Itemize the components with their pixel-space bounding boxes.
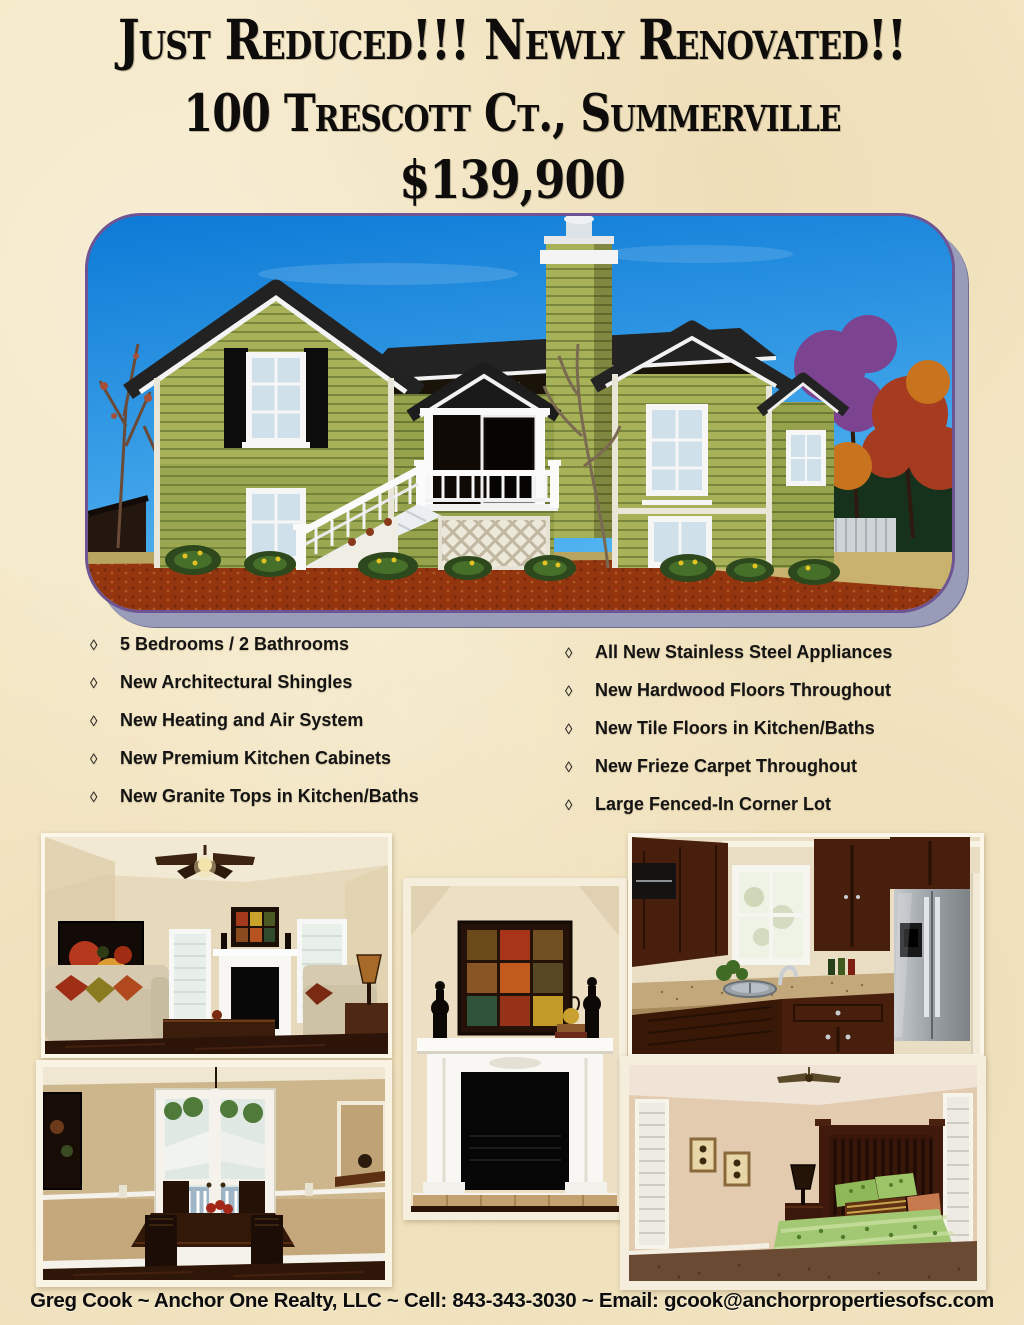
feature-label: Large Fenced-In Corner Lot (595, 794, 832, 814)
feature-item (90, 786, 530, 808)
photo-kitchen (628, 833, 984, 1058)
photo-fireplace (403, 878, 627, 1220)
feature-item (565, 718, 995, 740)
feature-label: 5 Bedrooms / 2 Bathrooms (120, 634, 350, 654)
diamond-bullet-icon: ◊ (90, 751, 98, 768)
photo-bedroom (620, 1056, 986, 1290)
feature-item (565, 756, 995, 778)
bedroom-illustration (629, 1065, 977, 1281)
feature-label: New Architectural Shingles (120, 672, 353, 692)
diamond-bullet-icon: ◊ (90, 713, 98, 730)
diamond-bullet-icon: ◊ (90, 675, 98, 692)
main-photo-house-exterior (85, 213, 955, 613)
photo-living-room (41, 833, 392, 1058)
address-line: 100 Trescott Ct., Summerville (183, 82, 841, 144)
feature-label: New Premium Kitchen Cabinets (120, 748, 392, 768)
diamond-bullet-icon: ◊ (565, 645, 573, 662)
features-list-left (90, 634, 530, 824)
feature-label: New Tile Floors in Kitchen/Baths (595, 718, 875, 738)
flyer-footer (0, 1289, 1024, 1313)
diamond-bullet-icon: ◊ (90, 789, 98, 806)
headline: Just Reduced!!! Newly Renovated!! (118, 7, 906, 73)
diamond-bullet-icon: ◊ (565, 683, 573, 700)
feature-label: New Frieze Carpet Throughout (595, 756, 858, 776)
feature-item (90, 634, 530, 656)
contact-line: Greg Cook ~ Anchor One Realty, LLC ~ Cell: 843-343-3030 ~ Email: gcook@anchorpropertiesofsc.com (30, 1289, 994, 1312)
diamond-bullet-icon: ◊ (565, 797, 573, 814)
dining-room-illustration (43, 1067, 385, 1280)
feature-label: New Granite Tops in Kitchen/Baths (120, 786, 419, 806)
sofa (45, 965, 169, 1041)
feature-item (565, 794, 995, 816)
diamond-bullet-icon: ◊ (90, 637, 98, 654)
feature-label: New Heating and Air System (120, 710, 364, 730)
features-list-right (565, 642, 995, 832)
house-exterior-illustration (88, 216, 952, 610)
diamond-bullet-icon: ◊ (565, 759, 573, 776)
feature-item (565, 680, 995, 702)
living-room-illustration (45, 837, 388, 1054)
feature-item (90, 710, 530, 732)
feature-label: New Hardwood Floors Throughout (595, 680, 891, 700)
price: $139,900 (399, 149, 625, 212)
feature-item (565, 642, 995, 664)
diamond-bullet-icon: ◊ (565, 721, 573, 738)
kitchen-illustration (632, 837, 980, 1054)
fireplace-illustration (411, 886, 619, 1212)
photo-dining-room (36, 1060, 392, 1287)
feature-label: All New Stainless Steel Appliances (595, 642, 893, 662)
feature-item (90, 672, 530, 694)
feature-item (90, 748, 530, 770)
